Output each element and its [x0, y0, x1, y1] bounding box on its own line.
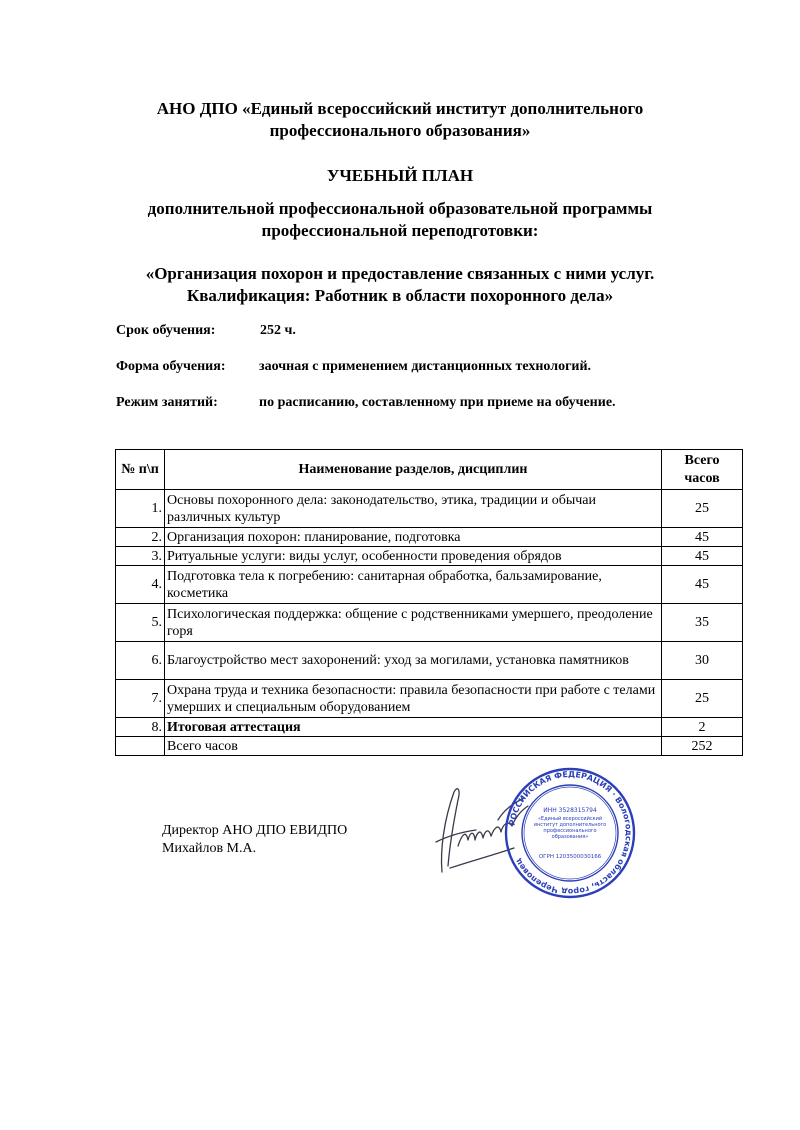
signer-name: Михайлов М.А. [162, 841, 257, 856]
table-row [116, 642, 743, 680]
organization-stamp [503, 766, 637, 900]
schedule-label: Режим занятий: [116, 395, 218, 410]
row-number: 4. [116, 566, 165, 604]
row-number: 8. [116, 718, 165, 737]
table-row [116, 604, 743, 642]
column-header-hours: Всего часов [662, 450, 743, 490]
table-total-row [116, 737, 743, 756]
signature-stroke [458, 831, 491, 846]
row-hours: 35 [662, 604, 743, 642]
total-number-cell [116, 737, 165, 756]
table-header-row [116, 450, 743, 490]
signature-stroke [442, 789, 460, 872]
row-number: 5. [116, 604, 165, 642]
row-discipline: Психологическая поддержка: общение с родственниками умершего, преодоление горя [165, 604, 662, 642]
program-name: «Организация похорон и предоставление связанных с ними услуг. Квалификация: Работник в области похоронного дела» [145, 264, 655, 305]
stamp-inn: ИНН 3528315794 [543, 807, 597, 814]
study-form-value: заочная с применением дистанционных технологий. [259, 359, 592, 374]
row-discipline: Организация похорон: планирование, подготовка [165, 528, 662, 547]
plan-title: УЧЕБНЫЙ ПЛАН [326, 166, 474, 185]
stamp-ogrn: ОГРН 1203500030166 [538, 854, 602, 860]
table-row [116, 547, 743, 566]
row-discipline: Благоустройство мест захоронений: уход за могилами, установка памятников [165, 642, 662, 680]
table-row [116, 680, 743, 718]
total-hours: 252 [662, 737, 743, 756]
table-row [116, 566, 743, 604]
row-number: 3. [116, 547, 165, 566]
signer-title: Директор АНО ДПО ЕВИДПО [162, 823, 348, 838]
row-number: 2. [116, 528, 165, 547]
stamp-org-name: «Единый всероссийский институт дополнительного профессионального образования» [533, 816, 607, 840]
stamp-outer-text: РОССИЙСКАЯ ФЕДЕРАЦИЯ · Вологодская область, город Череповец [507, 769, 634, 897]
schedule-value: по расписанию, составленному при приеме на обучение. [259, 395, 616, 410]
row-discipline: Итоговая аттестация [165, 718, 662, 737]
table-row [116, 718, 743, 737]
study-form-label: Форма обучения: [116, 359, 226, 374]
table-row [116, 490, 743, 528]
row-number: 6. [116, 642, 165, 680]
row-hours: 25 [662, 490, 743, 528]
table-row [116, 528, 743, 547]
column-header-name: Наименование разделов, дисциплин [165, 450, 662, 490]
row-hours: 25 [662, 680, 743, 718]
signer-block [162, 822, 347, 858]
duration-label: Срок обучения: [116, 323, 216, 338]
row-discipline: Основы похоронного дела: законодательство, этика, традиции и обычаи различных культур [165, 490, 662, 528]
total-label: Всего часов [165, 737, 662, 756]
row-hours: 45 [662, 566, 743, 604]
row-hours: 2 [662, 718, 743, 737]
row-discipline: Подготовка тела к погребению: санитарная обработка, бальзамирование, косметика [165, 566, 662, 604]
organization-name: АНО ДПО «Единый всероссийский институт дополнительного профессионального образования» [156, 99, 644, 140]
row-hours: 45 [662, 528, 743, 547]
column-header-number: № п\п [116, 450, 165, 490]
row-discipline: Ритуальные услуги: виды услуг, особенности проведения обрядов [165, 547, 662, 566]
row-hours: 45 [662, 547, 743, 566]
program-type: дополнительной профессиональной образовательной программы профессиональной переподготовки: [147, 199, 653, 240]
row-number: 7. [116, 680, 165, 718]
duration-value: 252 ч. [260, 323, 296, 338]
curriculum-table [115, 449, 743, 756]
row-hours: 30 [662, 642, 743, 680]
row-discipline: Охрана труда и техника безопасности: правила безопасности при работе с телами умерших и специальным оборудованием [165, 680, 662, 718]
row-number: 1. [116, 490, 165, 528]
